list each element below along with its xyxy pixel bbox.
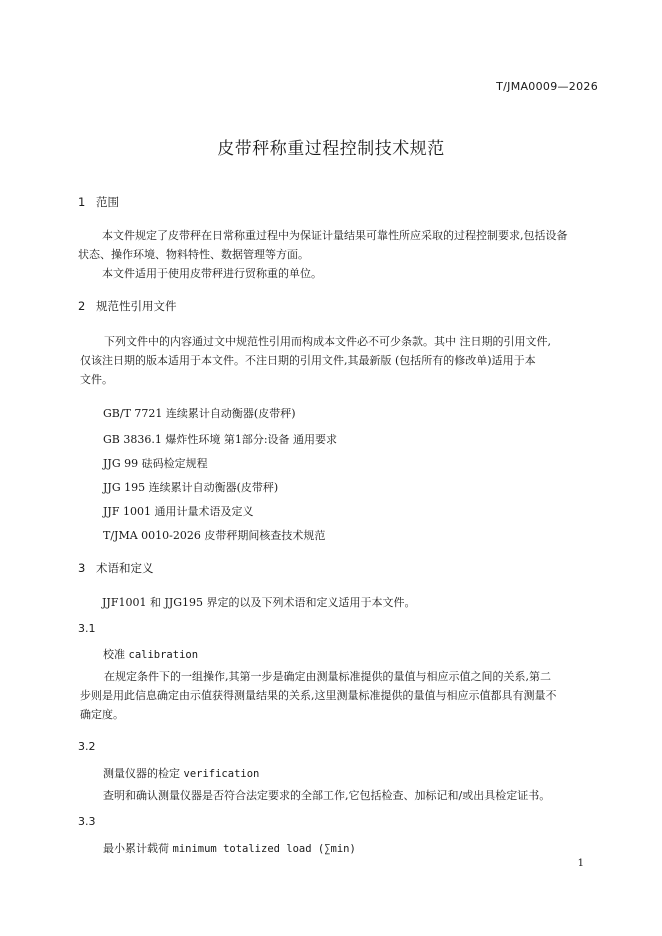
paragraph-line: 本文件适用于使用皮带秤进行贸称重的单位。 <box>102 267 322 280</box>
paragraph-line: 本文件规定了皮带秤在日常称重过程中为保证计量结果可靠性所应采取的过程控制要求,包括设备 <box>102 229 568 242</box>
reference-item: T/JMA 0010-2026 皮带秤期间核查技术规范 <box>103 529 326 542</box>
term-heading <box>103 646 198 662</box>
term-chinese: 最小累计载荷 <box>103 842 169 855</box>
reference-item: GB/T 7721 连续累计自动衡器(皮带秤) <box>103 407 296 420</box>
section-1-body <box>78 226 608 283</box>
clause-number: 3.3 <box>78 815 96 828</box>
clause-number: 3.2 <box>78 740 96 753</box>
section-2-heading <box>78 298 177 314</box>
paragraph-line: 确定度。 <box>80 708 124 721</box>
reference-item: GB 3836.1 爆炸性环境 第1部分:设备 通用要求 <box>103 433 338 446</box>
paragraph-line: 文件。 <box>80 373 113 386</box>
section-title: 范围 <box>96 195 119 209</box>
clause-number: 3.1 <box>78 622 96 635</box>
paragraph-line: 步则是用此信息确定由示值获得测量结果的关系,这里测量标准提供的量值与相应示值都具有测量不 <box>80 689 557 702</box>
term-english: minimum totalized load (∑min) <box>172 843 356 855</box>
section-number: 3 <box>78 561 86 575</box>
paragraph-line: 在规定条件下的一组操作,其第一步是确定由测量标准提供的量值与相应示值之间的关系,第二 <box>104 670 551 683</box>
section-3-heading <box>78 560 154 576</box>
paragraph-line: 仅该注日期的版本适用于本文件。不注日期的引用文件,其最新版 (包括所有的修改单)适用于本 <box>80 354 536 367</box>
section-3-intro: JJF1001 和 JJG195 界定的以及下列术语和定义适用于本文件。 <box>102 596 416 609</box>
section-title: 术语和定义 <box>96 561 154 575</box>
document-title: 皮带秤称重过程控制技术规范 <box>217 139 445 159</box>
reference-item: JJG 195 连续累计自动衡器(皮带秤) <box>103 481 279 494</box>
term-heading <box>103 840 356 856</box>
section-title: 规范性引用文件 <box>96 299 177 313</box>
section-1-heading <box>78 194 119 210</box>
term-definition: 查明和确认测量仪器是否符合法定要求的全部工作,它包括检查、加标记和/或出具检定证书。 <box>103 789 551 802</box>
page-number: 1 <box>577 858 584 869</box>
term-definition <box>80 667 610 724</box>
term-chinese: 测量仪器的检定 <box>103 767 180 780</box>
paragraph-line: 状态、操作环境、物料特性、数据管理等方面。 <box>78 248 309 261</box>
section-number: 2 <box>78 299 86 313</box>
term-heading <box>103 765 259 781</box>
term-english: verification <box>183 768 260 780</box>
section-2-body <box>80 332 610 389</box>
section-number: 1 <box>78 195 86 209</box>
paragraph-line: 下列文件中的内容通过文中规范性引用而构成本文件必不可少条款。其中 注日期的引用文件, <box>104 335 551 348</box>
reference-item: JJF 1001 通用计量术语及定义 <box>103 505 254 518</box>
term-english: calibration <box>128 649 199 661</box>
term-chinese: 校准 <box>103 648 125 661</box>
document-id: T/JMA0009—2026 <box>496 80 598 93</box>
reference-item: JJG 99 砝码检定规程 <box>103 457 208 470</box>
